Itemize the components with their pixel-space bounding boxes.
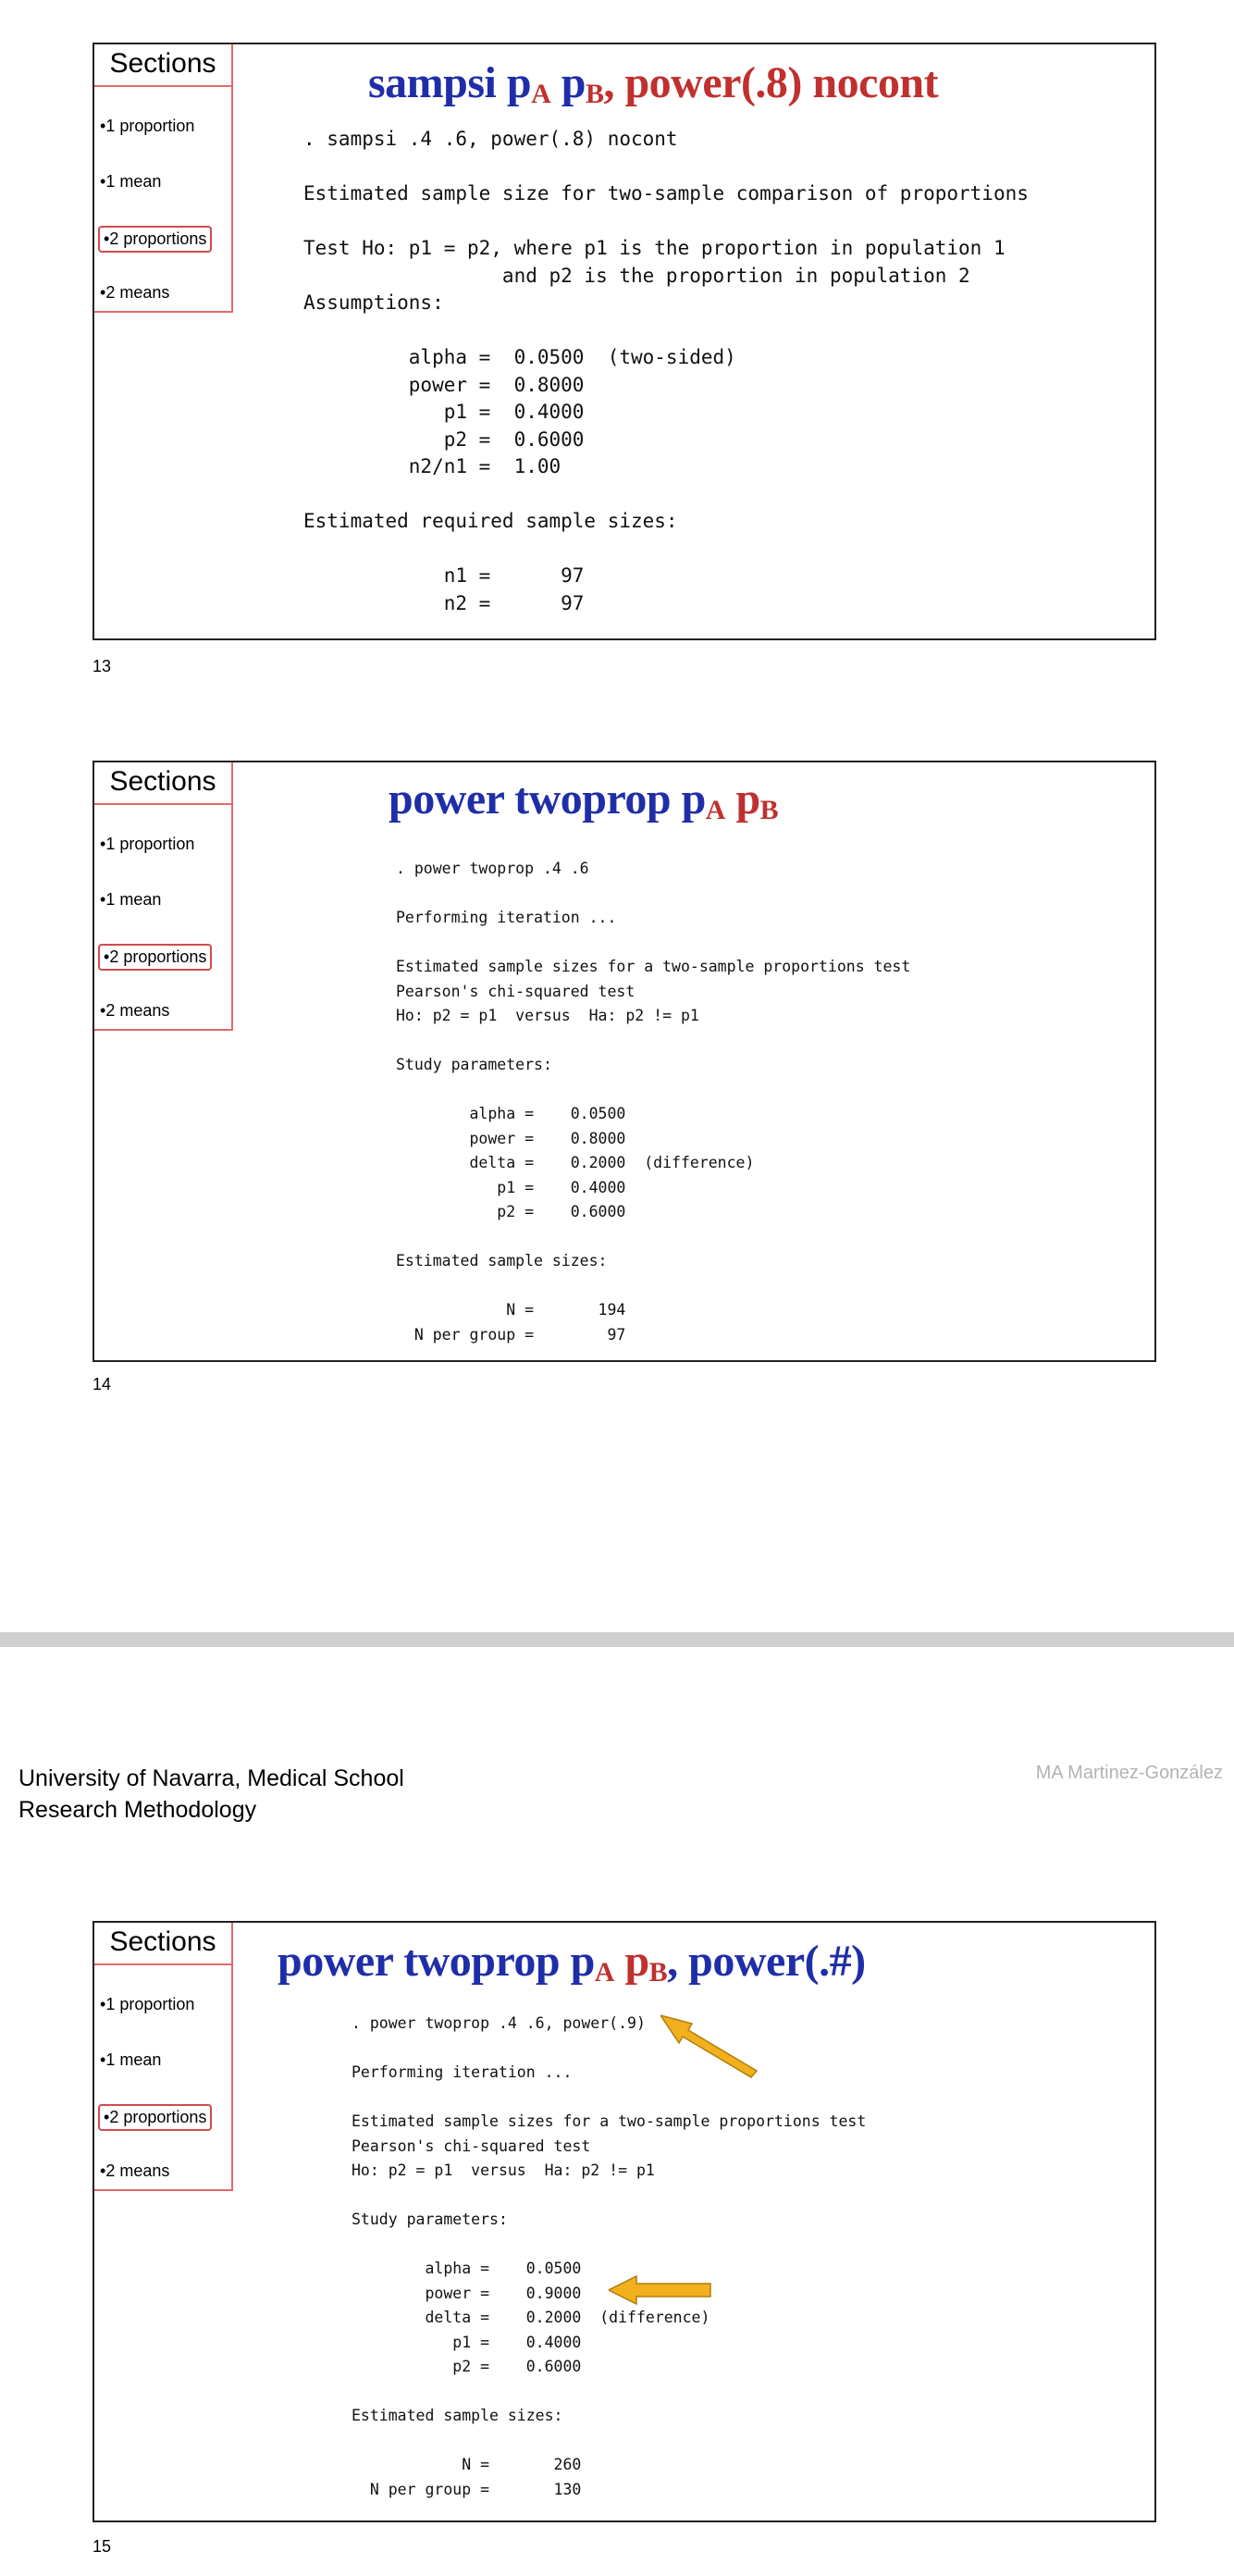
code-line (352, 2086, 866, 2111)
code-line: N per group = 97 (396, 1325, 626, 1344)
code-line: and p2 is the proportion in population 2 (303, 264, 970, 287)
code-line (352, 2429, 866, 2454)
slide-title: sampsi $p_A$ $p_B$, power(.8) nocont (368, 58, 939, 109)
page-number: 15 (93, 2537, 112, 2556)
code-line: Estimated sample size for two-sample comparison of proportions (303, 182, 1029, 204)
stata-output (396, 857, 910, 1347)
code-line (396, 1225, 910, 1250)
sections-title: Sections (94, 1923, 231, 1965)
section-item-1-proportion[interactable]: • 1 proportion (100, 835, 194, 854)
section-item-2-means[interactable]: • 2 means (100, 2161, 169, 2181)
slide-14 (93, 761, 1156, 1362)
section-item-2-means[interactable]: • 2 means (100, 1001, 169, 1021)
section-item-2-proportions[interactable]: • 2 proportions (98, 226, 212, 253)
page-number: 13 (93, 657, 112, 675)
code-line (352, 2380, 866, 2405)
code-line: N per group = 130 (352, 2480, 582, 2498)
code-line (352, 2184, 866, 2209)
code-line: p1 = 0.4000 (396, 1178, 626, 1196)
section-item-1-mean[interactable]: • 1 mean (100, 172, 161, 192)
code-line: delta = 0.2000 (difference) (352, 2309, 710, 2326)
sections-title: Sections (94, 762, 231, 805)
code-line (396, 1274, 910, 1299)
header-institution (19, 1763, 404, 1826)
section-item-2-proportions[interactable]: • 2 proportions (98, 944, 212, 971)
code-line (396, 931, 910, 956)
code-line (352, 2233, 866, 2258)
code-line: Performing iteration ... (396, 909, 617, 926)
code-line: n2 = 97 (303, 591, 585, 614)
code-line: power = 0.8000 (303, 373, 585, 396)
code-line: N = 194 (396, 1301, 626, 1319)
course-name: Research Methodology (19, 1797, 257, 1823)
code-line: p1 = 0.4000 (303, 401, 585, 423)
slide-13 (93, 43, 1156, 640)
code-line: . power twoprop .4 .6, power(.9) (352, 2014, 646, 2032)
code-line: alpha = 0.0500 (two-sided) (303, 346, 736, 368)
code-line (303, 154, 1029, 181)
code-line: p1 = 0.4000 (352, 2333, 582, 2351)
section-item-2-means[interactable]: • 2 means (100, 283, 169, 303)
code-line: Ho: p2 = p1 versus Ha: p2 != p1 (396, 1007, 699, 1024)
code-line: p2 = 0.6000 (352, 2358, 582, 2375)
code-line: Estimated sample sizes for a two-sample proportions test (352, 2112, 867, 2130)
code-line: N = 260 (352, 2456, 582, 2473)
code-line (303, 317, 1029, 345)
code-line: Pearson's chi-squared test (396, 982, 636, 1000)
stata-output (352, 2012, 866, 2502)
code-line: p2 = 0.6000 (396, 1203, 626, 1220)
code-line: Study parameters: (396, 1056, 552, 1073)
stata-output (303, 126, 1029, 617)
sections-panel (94, 44, 233, 313)
code-line: Test Ho: p1 = p2, where p1 is the proportion in population 1 (303, 237, 1006, 259)
code-line (396, 882, 910, 907)
code-line: Performing iteration ... (352, 2063, 573, 2081)
code-line (303, 536, 1029, 564)
sections-panel (94, 1923, 233, 2191)
section-item-1-mean[interactable]: • 1 mean (100, 890, 161, 910)
section-item-2-proportions[interactable]: • 2 proportions (98, 2104, 212, 2131)
highlight-arrow-icon (609, 2274, 712, 2306)
page-divider (0, 1632, 1234, 1647)
code-line: Study parameters: (352, 2211, 508, 2228)
code-line (352, 2037, 866, 2062)
code-line: . sampsi .4 .6, power(.8) nocont (303, 128, 678, 150)
section-item-1-proportion[interactable]: • 1 proportion (100, 117, 194, 136)
section-item-1-mean[interactable]: • 1 mean (100, 2050, 161, 2070)
header-author: MA Martinez-González (1035, 1763, 1223, 1783)
code-line: . power twoprop .4 .6 (396, 860, 589, 877)
sections-title: Sections (94, 44, 231, 87)
code-line: power = 0.9000 (352, 2284, 582, 2302)
page-number: 14 (93, 1375, 112, 1393)
code-line: n1 = 97 (303, 564, 585, 587)
slide-title: power twoprop $p_A$ $p_B$, power(.#) (278, 1937, 866, 1988)
sections-panel (94, 762, 233, 1031)
code-line: Assumptions: (303, 291, 444, 314)
code-line (303, 208, 1029, 236)
code-line: Estimated required sample sizes: (303, 510, 678, 532)
code-line: Estimated sample sizes: (396, 1252, 608, 1269)
code-line: Pearson's chi-squared test (352, 2136, 591, 2155)
code-line (396, 1029, 910, 1054)
code-line: power = 0.8000 (396, 1129, 626, 1147)
institution-name: University of Navarra, Medical School (19, 1765, 404, 1791)
code-line: Ho: p2 = p1 versus Ha: p2 != p1 (352, 2161, 655, 2179)
section-item-1-proportion[interactable]: • 1 proportion (100, 1995, 194, 2014)
code-line: delta = 0.2000 (difference) (396, 1154, 755, 1171)
code-line: Estimated sample sizes: (352, 2407, 563, 2424)
code-line (303, 481, 1029, 509)
code-line: Estimated sample sizes for a two-sample proportions test (396, 958, 911, 975)
code-line: n2/n1 = 1.00 (303, 455, 561, 477)
code-line (396, 1078, 910, 1103)
code-line: p2 = 0.6000 (303, 427, 585, 451)
code-line: alpha = 0.0500 (396, 1105, 626, 1122)
slide-title: power twoprop $p_A$ $p_B$ (389, 774, 779, 825)
highlight-arrow-icon (660, 2013, 764, 2080)
code-line: alpha = 0.0500 (352, 2260, 582, 2277)
slide-15 (93, 1921, 1156, 2522)
